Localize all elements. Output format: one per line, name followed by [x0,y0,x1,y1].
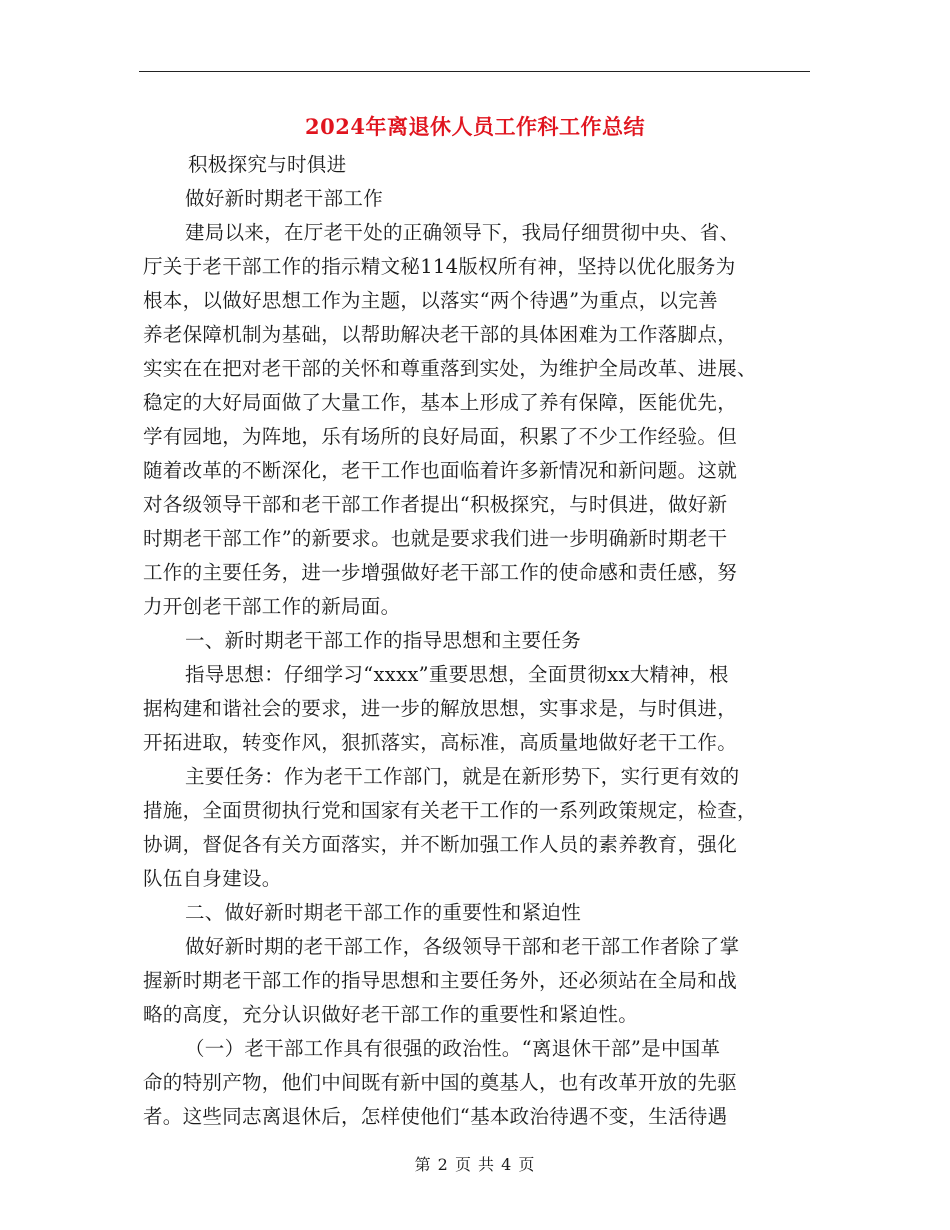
paragraph-line: 指导思想：仔细学习“xxxx”重要思想，全面贯彻xx大精神，根 [185,663,729,686]
paragraph-line: （一）老干部工作具有很强的政治性。“离退休干部”是中国革 [185,1037,721,1060]
paragraph-line: 对各级领导干部和老干部工作者提出“积极探究，与时俱进，做好新 [143,493,728,516]
paragraph-line: 养老保障机制为基础，以帮助解决老干部的具体困难为工作落脚点， [143,323,738,346]
document-title: 2024年离退休人员工作科工作总结 [305,114,645,139]
paragraph-line: 据构建和谐社会的要求，进一步的解放思想，实事求是，与时俱进， [143,697,738,720]
header-rule [139,71,810,72]
paragraph-line: 学有园地，为阵地，乐有场所的良好局面，积累了不少工作经验。但 [143,425,738,448]
paragraph-line: 开拓进取，转变作风，狠抓落实，高标准，高质量地做好老干工作。 [143,731,738,754]
paragraph-line: 主要任务：作为老干工作部门，就是在新形势下，实行更有效的 [185,765,740,788]
paragraph-line: 随着改革的不断深化，老干工作也面临着许多新情况和新问题。这就 [143,459,738,482]
paragraph-line: 协调，督促各有关方面落实，并不断加强工作人员的素养教育，强化 [143,833,738,856]
paragraph-line: 队伍自身建设。 [143,867,282,890]
paragraph-line: 根本，以做好思想工作为主题，以落实“两个待遇”为重点，以完善 [143,289,718,312]
section-heading: 二、做好新时期老干部工作的重要性和紧迫性 [185,901,582,924]
paragraph-line: 时期老干部工作”的新要求。也就是要求我们进一步明确新时期老干 [143,527,728,550]
section-heading: 一、新时期老干部工作的指导思想和主要任务 [185,629,582,652]
paragraph-line: 建局以来，在厅老干处的正确领导下，我局仔细贯彻中央、省、 [185,221,740,244]
paragraph-line: 命的特别产物，他们中间既有新中国的奠基人，也有改革开放的先驱 [143,1071,738,1094]
page-number-footer: 第 2 页 共 4 页 [414,1155,536,1174]
paragraph-line: 工作的主要任务，进一步增强做好老干部工作的使命感和责任感，努 [143,561,738,584]
paragraph-line: 厅关于老干部工作的指示精文秘114版权所有神，坚持以优化服务为 [143,255,736,278]
paragraph-line: 略的高度，充分认识做好老干部工作的重要性和紧迫性。 [143,1003,639,1026]
paragraph-line: 做好新时期的老干部工作，各级领导干部和老干部工作者除了掌 [185,935,740,958]
subtitle-line: 积极探究与时俱进 [188,153,347,176]
subtitle-line: 做好新时期老干部工作 [185,187,384,210]
paragraph-line: 稳定的大好局面做了大量工作，基本上形成了养有保障，医能优先， [143,391,738,414]
paragraph-line: 力开创老干部工作的新局面。 [143,595,401,618]
paragraph-line: 实实在在把对老干部的关怀和尊重落到实处，为维护全局改革、进展、 [143,357,757,380]
paragraph-line: 措施，全面贯彻执行党和国家有关老干工作的一系列政策规定，检查， [143,799,757,822]
paragraph-line: 握新时期老干部工作的指导思想和主要任务外，还必须站在全局和战 [143,969,738,992]
paragraph-line: 者。这些同志离退休后，怎样使他们“基本政治待遇不变，生活待遇 [143,1105,728,1128]
